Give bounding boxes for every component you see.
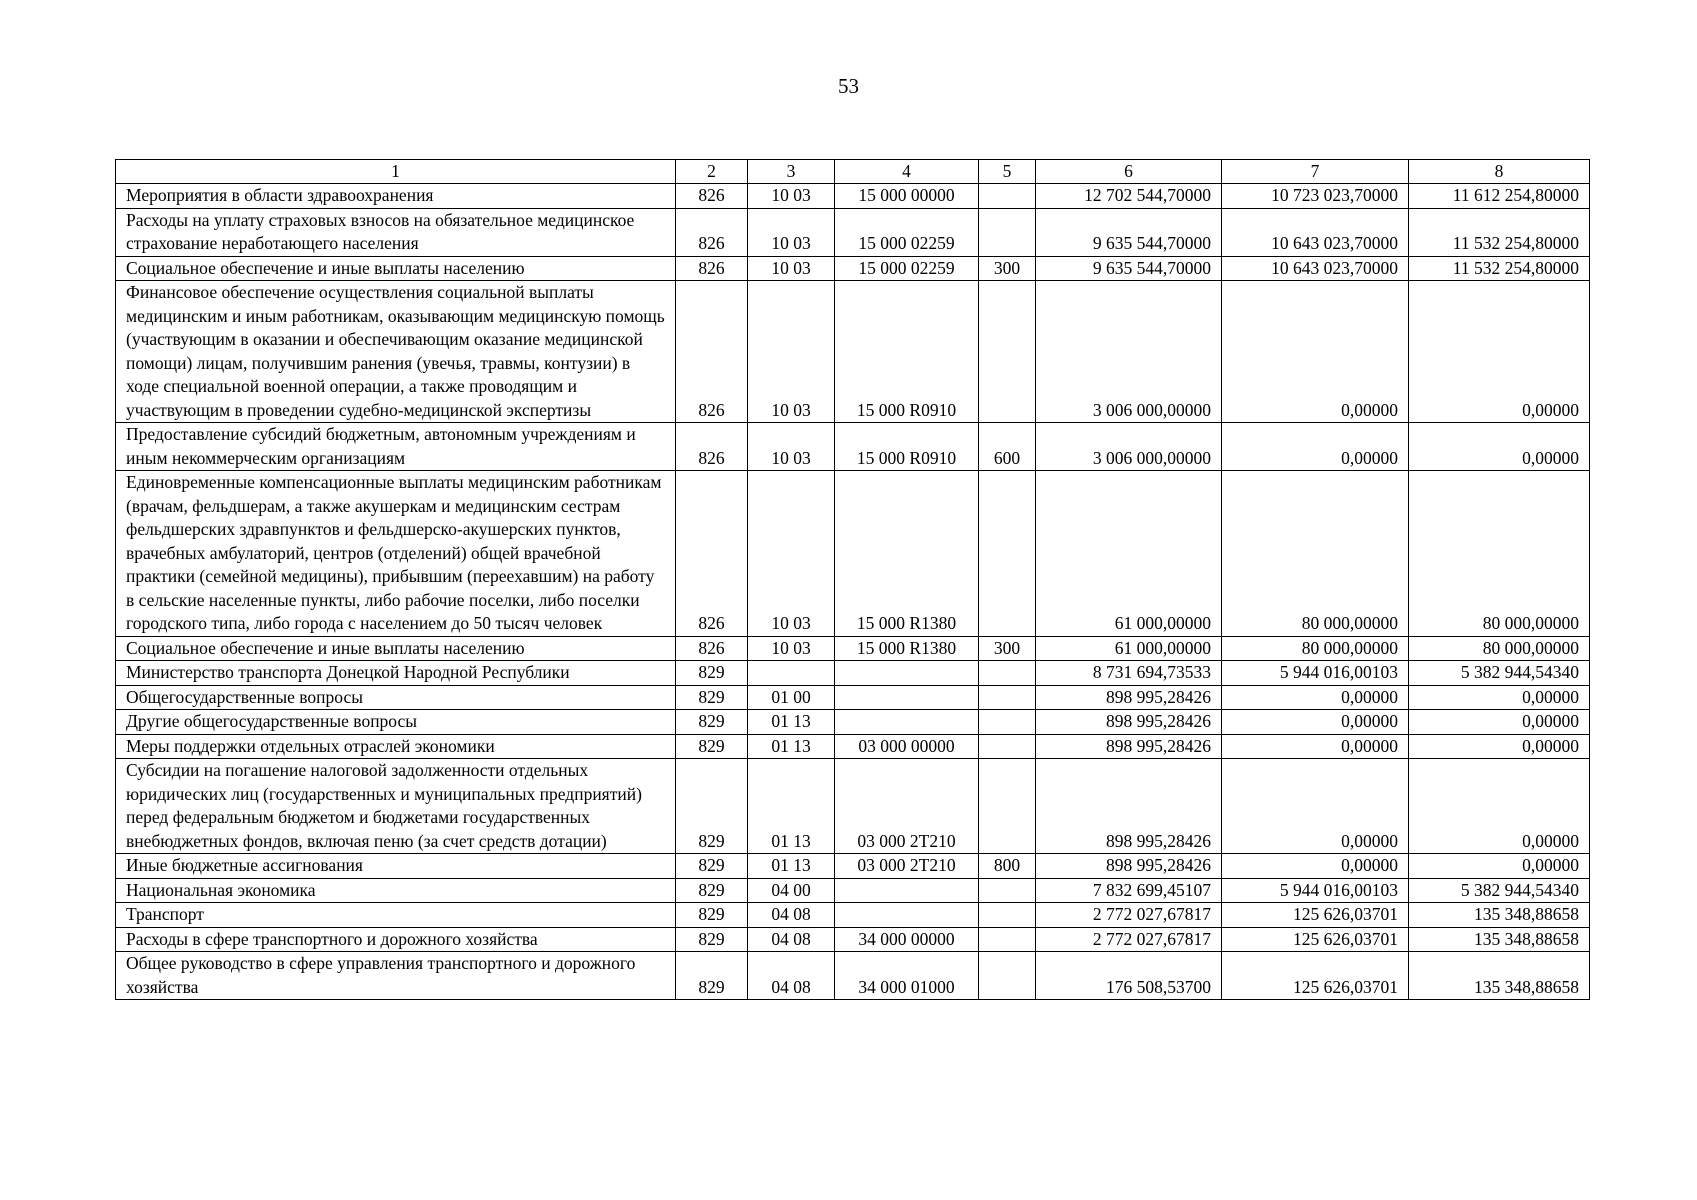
table-row: [116, 927, 1590, 952]
row-amount-2-cell: 0,00000: [1222, 281, 1409, 423]
row-code-cell: 829: [676, 734, 748, 759]
row-amount-2-cell: 80 000,00000: [1222, 636, 1409, 661]
row-name-cell: Общегосударственные вопросы: [116, 685, 676, 710]
row-type-cell: [979, 710, 1036, 735]
row-target-cell: 03 000 2T210: [835, 854, 979, 879]
row-name-cell: Социальное обеспечение и иные выплаты населению: [116, 636, 676, 661]
row-amount-1-cell: 898 995,28426: [1036, 685, 1222, 710]
row-code-cell: 829: [676, 927, 748, 952]
row-type-cell: [979, 661, 1036, 686]
row-amount-3-cell: 135 348,88658: [1409, 927, 1590, 952]
row-amount-1-cell: 898 995,28426: [1036, 734, 1222, 759]
row-section-cell: 01 13: [748, 854, 835, 879]
table-row: [116, 685, 1590, 710]
row-amount-3-cell: 0,00000: [1409, 854, 1590, 879]
row-amount-2-cell: 5 944 016,00103: [1222, 878, 1409, 903]
row-section-cell: 04 00: [748, 878, 835, 903]
table-row: [116, 636, 1590, 661]
row-amount-3-cell: 0,00000: [1409, 281, 1590, 423]
row-name-cell: Мероприятия в области здравоохранения: [116, 184, 676, 209]
row-type-cell: [979, 952, 1036, 1000]
row-target-cell: 15 000 00000: [835, 184, 979, 209]
header-cell: 5: [979, 160, 1036, 184]
row-name-cell: Финансовое обеспечение осуществления социальной выплаты медицинским и иным работникам, оказывающим медицинскую помощь (участвующим в оказании и обеспечивающим оказание медицинской помощи) лицам, получившим ранения (увечья, травмы, контузии) в ходе специальной военной операции, а также проводящим и участвующим в проведении судебно-медицинской экспертизы: [116, 281, 676, 423]
row-type-cell: 600: [979, 423, 1036, 471]
table-row: [116, 759, 1590, 854]
row-amount-3-cell: 5 382 944,54340: [1409, 878, 1590, 903]
row-name-cell: Иные бюджетные ассигнования: [116, 854, 676, 879]
row-amount-1-cell: 2 772 027,67817: [1036, 927, 1222, 952]
row-amount-2-cell: 0,00000: [1222, 685, 1409, 710]
row-type-cell: 300: [979, 636, 1036, 661]
row-type-cell: [979, 471, 1036, 637]
row-type-cell: [979, 903, 1036, 928]
row-code-cell: 829: [676, 903, 748, 928]
row-name-cell: Министерство транспорта Донецкой Народной Республики: [116, 661, 676, 686]
row-target-cell: [835, 661, 979, 686]
table-row: [116, 184, 1590, 209]
row-amount-3-cell: 0,00000: [1409, 759, 1590, 854]
row-amount-3-cell: 5 382 944,54340: [1409, 661, 1590, 686]
row-amount-1-cell: 61 000,00000: [1036, 636, 1222, 661]
row-section-cell: 01 13: [748, 759, 835, 854]
row-code-cell: 829: [676, 854, 748, 879]
header-cell: 3: [748, 160, 835, 184]
row-amount-1-cell: 7 832 699,45107: [1036, 878, 1222, 903]
row-amount-1-cell: 12 702 544,70000: [1036, 184, 1222, 209]
row-type-cell: [979, 281, 1036, 423]
row-name-cell: Расходы в сфере транспортного и дорожного хозяйства: [116, 927, 676, 952]
row-section-cell: 01 00: [748, 685, 835, 710]
row-amount-1-cell: 898 995,28426: [1036, 854, 1222, 879]
table-row: [116, 208, 1590, 256]
row-amount-2-cell: 0,00000: [1222, 759, 1409, 854]
row-type-cell: 800: [979, 854, 1036, 879]
row-code-cell: 829: [676, 759, 748, 854]
table-row: [116, 734, 1590, 759]
row-amount-3-cell: 135 348,88658: [1409, 952, 1590, 1000]
row-section-cell: 10 03: [748, 184, 835, 209]
row-amount-2-cell: 0,00000: [1222, 423, 1409, 471]
row-amount-1-cell: 61 000,00000: [1036, 471, 1222, 637]
row-amount-3-cell: 0,00000: [1409, 423, 1590, 471]
header-cell: 8: [1409, 160, 1590, 184]
row-amount-3-cell: 11 532 254,80000: [1409, 256, 1590, 281]
row-code-cell: 826: [676, 471, 748, 637]
row-amount-2-cell: 0,00000: [1222, 854, 1409, 879]
row-name-cell: Общее руководство в сфере управления транспортного и дорожного хозяйства: [116, 952, 676, 1000]
row-type-cell: [979, 208, 1036, 256]
row-section-cell: 10 03: [748, 208, 835, 256]
row-name-cell: Меры поддержки отдельных отраслей экономики: [116, 734, 676, 759]
row-amount-1-cell: 9 635 544,70000: [1036, 256, 1222, 281]
row-target-cell: [835, 685, 979, 710]
table-row: [116, 281, 1590, 423]
row-amount-3-cell: 11 612 254,80000: [1409, 184, 1590, 209]
row-code-cell: 826: [676, 423, 748, 471]
table-row: [116, 661, 1590, 686]
row-target-cell: [835, 710, 979, 735]
row-amount-1-cell: 176 508,53700: [1036, 952, 1222, 1000]
row-name-cell: Субсидии на погашение налоговой задолженности отдельных юридических лиц (государственных и муниципальных предприятий) перед федеральным бюджетом и бюджетами государственных внебюджетных фондов, включая пеню (за счет средств дотации): [116, 759, 676, 854]
row-amount-1-cell: 8 731 694,73533: [1036, 661, 1222, 686]
row-amount-2-cell: 10 723 023,70000: [1222, 184, 1409, 209]
row-section-cell: 10 03: [748, 636, 835, 661]
row-target-cell: [835, 878, 979, 903]
table-row: [116, 423, 1590, 471]
row-amount-1-cell: 898 995,28426: [1036, 759, 1222, 854]
row-amount-3-cell: 11 532 254,80000: [1409, 208, 1590, 256]
row-code-cell: 829: [676, 878, 748, 903]
header-cell: 7: [1222, 160, 1409, 184]
row-amount-1-cell: 3 006 000,00000: [1036, 281, 1222, 423]
row-amount-2-cell: 10 643 023,70000: [1222, 256, 1409, 281]
row-target-cell: 15 000 R0910: [835, 423, 979, 471]
row-amount-3-cell: 0,00000: [1409, 734, 1590, 759]
row-target-cell: [835, 903, 979, 928]
row-section-cell: 10 03: [748, 471, 835, 637]
row-code-cell: 829: [676, 710, 748, 735]
row-target-cell: 03 000 2T210: [835, 759, 979, 854]
row-section-cell: 04 08: [748, 927, 835, 952]
row-name-cell: Другие общегосударственные вопросы: [116, 710, 676, 735]
row-type-cell: [979, 685, 1036, 710]
row-name-cell: Национальная экономика: [116, 878, 676, 903]
row-type-cell: [979, 184, 1036, 209]
row-amount-3-cell: 0,00000: [1409, 685, 1590, 710]
row-amount-3-cell: 80 000,00000: [1409, 471, 1590, 637]
row-section-cell: 10 03: [748, 256, 835, 281]
row-amount-2-cell: 0,00000: [1222, 734, 1409, 759]
page-number: 53: [838, 74, 859, 98]
row-amount-3-cell: 135 348,88658: [1409, 903, 1590, 928]
row-code-cell: 829: [676, 685, 748, 710]
table-row: [116, 471, 1590, 637]
row-target-cell: 34 000 01000: [835, 952, 979, 1000]
row-name-cell: Транспорт: [116, 903, 676, 928]
row-code-cell: 826: [676, 281, 748, 423]
row-name-cell: Расходы на уплату страховых взносов на обязательное медицинское страхование неработающего населения: [116, 208, 676, 256]
row-amount-1-cell: 9 635 544,70000: [1036, 208, 1222, 256]
row-name-cell: Социальное обеспечение и иные выплаты населению: [116, 256, 676, 281]
header-cell: 6: [1036, 160, 1222, 184]
table-row: [116, 952, 1590, 1000]
row-amount-1-cell: 3 006 000,00000: [1036, 423, 1222, 471]
header-cell: 1: [116, 160, 676, 184]
budget-table: [115, 159, 1590, 1000]
table-row: [116, 710, 1590, 735]
row-section-cell: [748, 661, 835, 686]
row-code-cell: 826: [676, 184, 748, 209]
row-amount-2-cell: 5 944 016,00103: [1222, 661, 1409, 686]
row-section-cell: 01 13: [748, 710, 835, 735]
row-section-cell: 10 03: [748, 423, 835, 471]
row-code-cell: 826: [676, 208, 748, 256]
row-target-cell: 15 000 R0910: [835, 281, 979, 423]
header-cell: 4: [835, 160, 979, 184]
row-amount-3-cell: 0,00000: [1409, 710, 1590, 735]
row-section-cell: 04 08: [748, 952, 835, 1000]
row-type-cell: [979, 927, 1036, 952]
row-amount-2-cell: 125 626,03701: [1222, 903, 1409, 928]
table-row: [116, 878, 1590, 903]
row-amount-3-cell: 80 000,00000: [1409, 636, 1590, 661]
row-section-cell: 10 03: [748, 281, 835, 423]
row-amount-2-cell: 80 000,00000: [1222, 471, 1409, 637]
row-target-cell: 03 000 00000: [835, 734, 979, 759]
row-amount-2-cell: 10 643 023,70000: [1222, 208, 1409, 256]
row-type-cell: 300: [979, 256, 1036, 281]
row-target-cell: 15 000 02259: [835, 256, 979, 281]
row-type-cell: [979, 759, 1036, 854]
header-cell: 2: [676, 160, 748, 184]
row-target-cell: 15 000 02259: [835, 208, 979, 256]
table-row: [116, 256, 1590, 281]
row-type-cell: [979, 734, 1036, 759]
row-target-cell: 34 000 00000: [835, 927, 979, 952]
row-type-cell: [979, 878, 1036, 903]
row-target-cell: 15 000 R1380: [835, 471, 979, 637]
row-target-cell: 15 000 R1380: [835, 636, 979, 661]
row-amount-2-cell: 125 626,03701: [1222, 927, 1409, 952]
row-amount-1-cell: 2 772 027,67817: [1036, 903, 1222, 928]
row-code-cell: 826: [676, 256, 748, 281]
row-section-cell: 01 13: [748, 734, 835, 759]
row-name-cell: Единовременные компенсационные выплаты медицинским работникам (врачам, фельдшерам, а также акушеркам и медицинским сестрам фельдшерских здравпунктов и фельдшерско-акушерских пунктов, врачебных амбулаторий, центров (отделений) общей врачебной практики (семейной медицины), прибывшим (переехавшим) на работу в сельские населенные пункты, либо рабочие поселки, либо поселки городского типа, либо города с населением до 50 тысяч человек: [116, 471, 676, 637]
row-section-cell: 04 08: [748, 903, 835, 928]
row-code-cell: 826: [676, 636, 748, 661]
row-code-cell: 829: [676, 952, 748, 1000]
row-code-cell: 829: [676, 661, 748, 686]
row-name-cell: Предоставление субсидий бюджетным, автономным учреждениям и иным некоммерческим организациям: [116, 423, 676, 471]
header-row: [116, 160, 1590, 184]
row-amount-1-cell: 898 995,28426: [1036, 710, 1222, 735]
table-row: [116, 854, 1590, 879]
row-amount-2-cell: 0,00000: [1222, 710, 1409, 735]
table-row: [116, 903, 1590, 928]
row-amount-2-cell: 125 626,03701: [1222, 952, 1409, 1000]
